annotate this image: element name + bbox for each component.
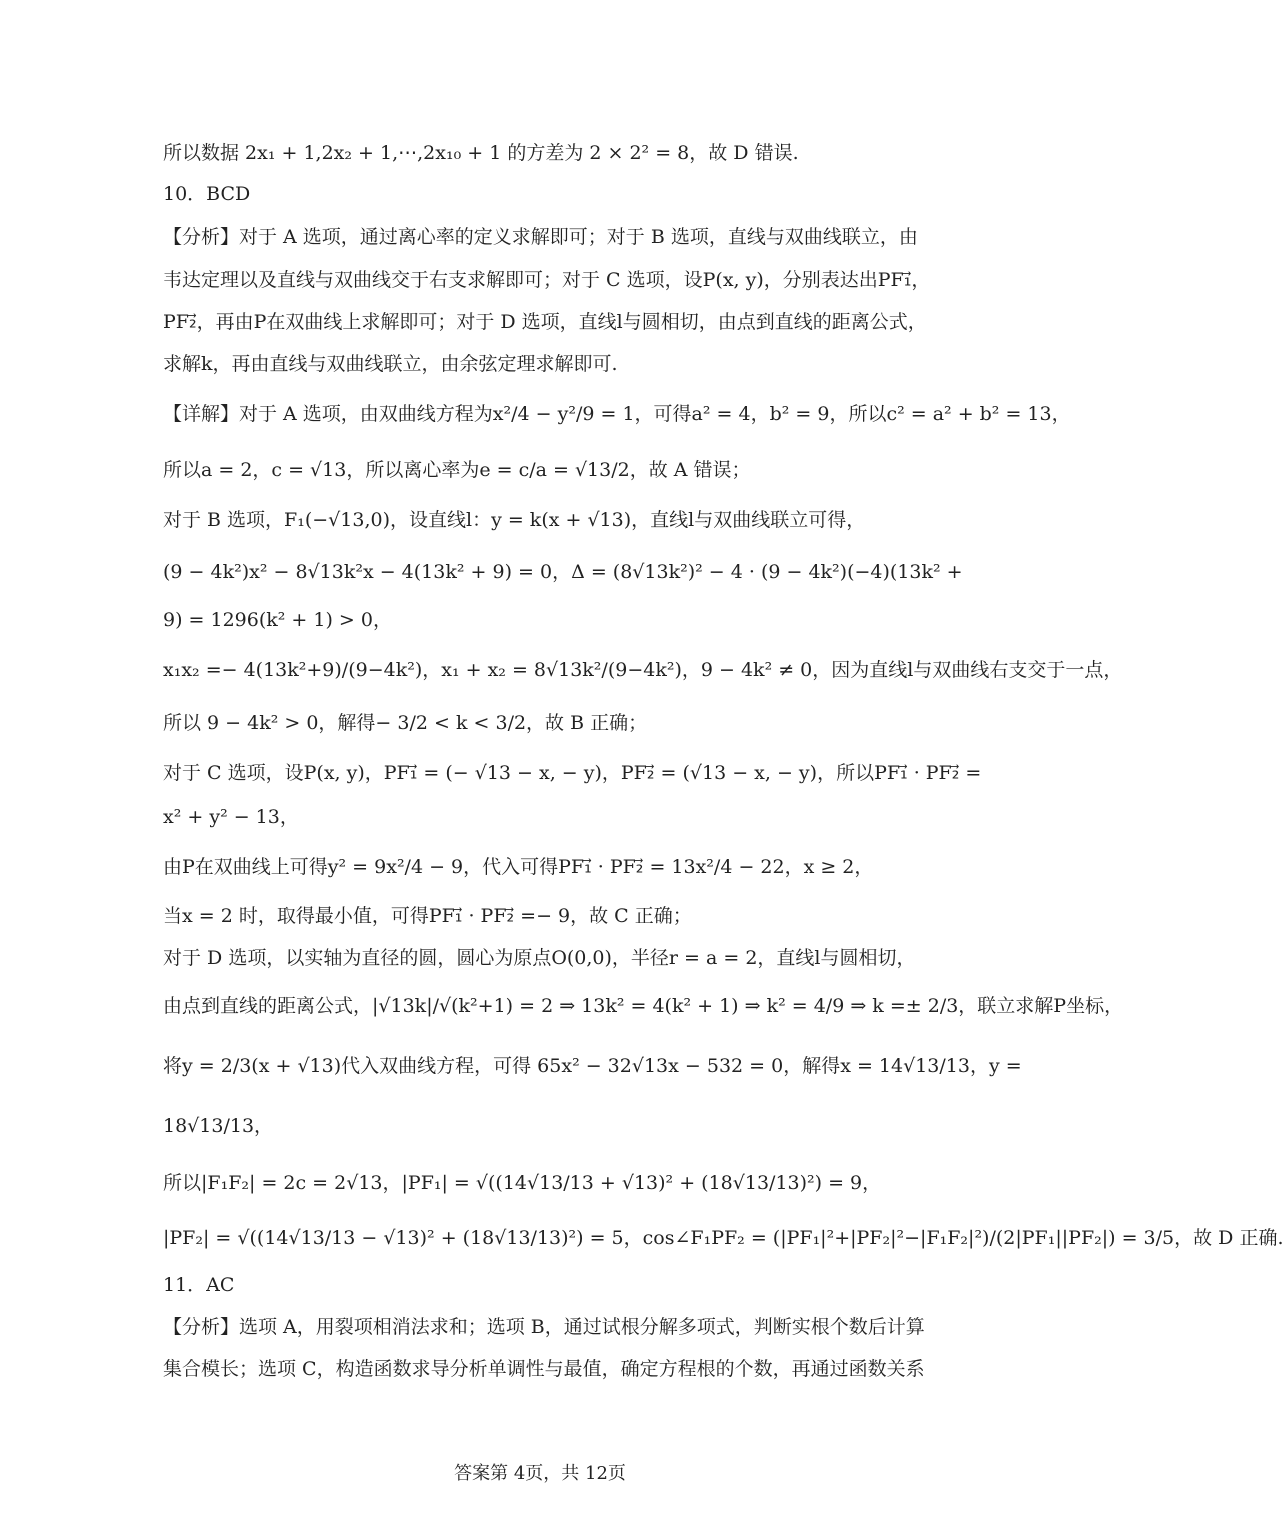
text-line: 【分析】选项 A，用裂项相消法求和；选项 B，通过试根分解多项式，判断实根个数后计算: [163, 1316, 925, 1338]
text-line: 18√13/13，: [163, 1115, 274, 1137]
text-line: 由P在双曲线上可得y² = 9x²/4 − 9，代入可得PF₁⃗ · PF₂⃗ = 13x²/4 − 22，x ≥ 2，: [163, 856, 874, 878]
page-footer: 答案第 4页，共 12页: [454, 1463, 626, 1484]
text-line: 由点到直线的距离公式，|√13k|/√(k²+1) = 2 ⇒ 13k² = 4(k² + 1) ⇒ k² = 4/9 ⇒ k =± 2/3，联立求解P坐标，: [163, 995, 1124, 1017]
text-line: 所以数据 2x₁ + 1,2x₂ + 1,⋯,2x₁₀ + 1 的方差为 2 × 2² = 8，故 D 错误.: [163, 142, 799, 164]
text-line: 【详解】对于 A 选项，由双曲线方程为x²/4 − y²/9 = 1，可得a² = 4，b² = 9，所以c² = a² + b² = 13，: [163, 403, 1071, 425]
text-line: 求解k，再由直线与双曲线联立，由余弦定理求解即可.: [163, 353, 618, 375]
text-line: 集合模长；选项 C，构造函数求导分析单调性与最值，确定方程根的个数，再通过函数关系: [163, 1358, 925, 1380]
text-line: 所以|F₁F₂| = 2c = 2√13，|PF₁| = √((14√13/13 + √13)² + (18√13/13)²) = 9，: [163, 1172, 882, 1194]
answer-heading: 11．AC: [163, 1274, 235, 1296]
text-line: 对于 B 选项，F₁(−√13,0)，设直线l：y = k(x + √13)，直线l与双曲线联立可得，: [163, 509, 866, 531]
text-line: 所以 9 − 4k² > 0，解得− 3/2 < k < 3/2，故 B 正确；: [163, 712, 648, 734]
text-line: 对于 C 选项，设P(x, y)，PF₁⃗ = (− √13 − x, − y)，PF₂⃗ = (√13 − x, − y)，所以PF₁⃗ · PF₂⃗ =: [163, 762, 982, 784]
text-line: 9) = 1296(k² + 1) > 0，: [163, 609, 392, 631]
text-line: 对于 D 选项，以实轴为直径的圆，圆心为原点O(0,0)，半径r = a = 2，直线l与圆相切，: [163, 947, 916, 969]
text-line: 韦达定理以及直线与双曲线交于右支求解即可；对于 C 选项，设P(x, y)，分别表达出PF₁⃗，: [163, 269, 931, 291]
text-line: x² + y² − 13，: [163, 806, 299, 828]
text-line: 当x = 2 时，取得最小值，可得PF₁⃗ · PF₂⃗ =− 9，故 C 正确；: [163, 905, 692, 927]
answer-heading: 10．BCD: [163, 183, 251, 205]
text-line: PF₂⃗，再由P在双曲线上求解即可；对于 D 选项，直线l与圆相切，由点到直线的距离公式，: [163, 311, 927, 333]
text-line: (9 − 4k²)x² − 8√13k²x − 4(13k² + 9) = 0，Δ = (8√13k²)² − 4 · (9 − 4k²)(−4)(13k² +: [163, 561, 963, 583]
text-line: x₁x₂ =− 4(13k²+9)/(9−4k²)，x₁ + x₂ = 8√13k²/(9−4k²)，9 − 4k² ≠ 0，因为直线l与双曲线右支交于一点，: [163, 659, 1123, 681]
text-line: |PF₂| = √((14√13/13 − √13)² + (18√13/13)²) = 5，cos∠F₁PF₂ = (|PF₁|²+|PF₂|²−|F₁F₂|²)/(2|PF₁||PF₂|) = 3/5，故 D 正确.: [163, 1227, 1284, 1249]
text-line: 【分析】对于 A 选项，通过离心率的定义求解即可；对于 B 选项，直线与双曲线联立，由: [163, 226, 918, 248]
text-line: 将y = 2/3(x + √13)代入双曲线方程，可得 65x² − 32√13x − 532 = 0，解得x = 14√13/13，y =: [163, 1055, 1022, 1077]
text-line: 所以a = 2，c = √13，所以离心率为e = c/a = √13/2，故 A 错误；: [163, 459, 751, 481]
